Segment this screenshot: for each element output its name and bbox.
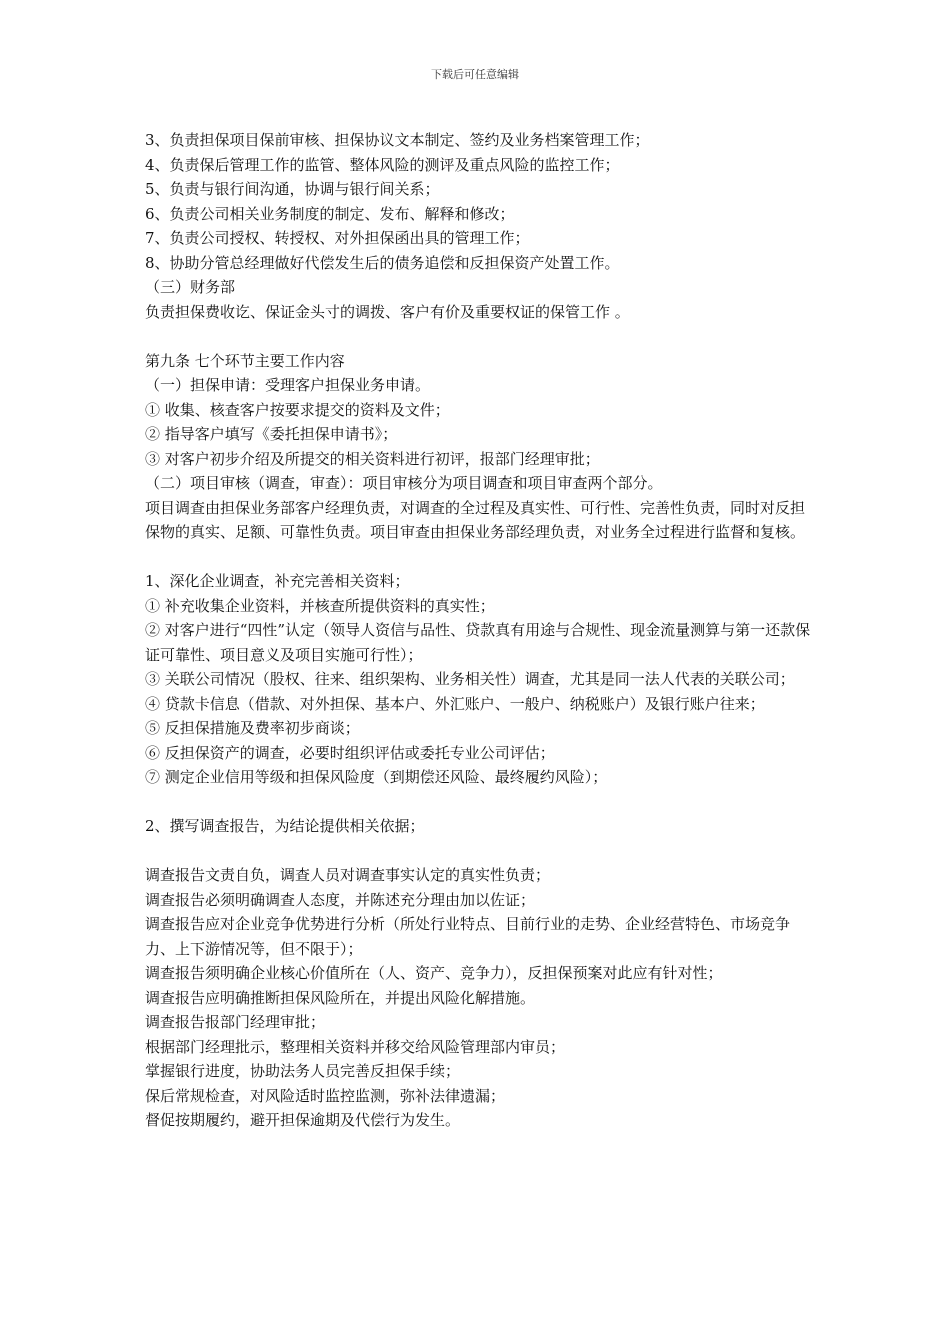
- duty-line: 8、协助分管总经理做好代偿发生后的债务追偿和反担保资产处置工作。: [145, 253, 620, 272]
- report-step-section: [145, 814, 817, 839]
- list-item: ② 指导客户填写《委托担保申请书》；: [145, 425, 398, 443]
- report-requirements-section: [145, 863, 817, 1133]
- paragraph-gap: [145, 790, 817, 815]
- requirement-line: 调查报告须明确企业核心价值所在（人、资产、竞争力），反担保预案对此应有针对性；: [145, 964, 723, 982]
- list-item: ① 补充收集企业资料，并核查所提供资料的真实性；: [145, 596, 495, 615]
- duties-section: [145, 128, 817, 324]
- step-heading: 1、深化企业调查，补充完善相关资料；: [145, 572, 410, 590]
- requirement-line: 保后常规检查，对风险适时监控监测，弥补法律遗漏；: [145, 1086, 506, 1105]
- article-title: 第九条 七个环节主要工作内容: [145, 351, 345, 370]
- paragraph-gap: [145, 839, 817, 864]
- step-heading: 2、撰写调查报告，为结论提供相关依据；: [145, 817, 425, 835]
- article-nine-section: [145, 349, 817, 545]
- investigation-section: [145, 569, 817, 790]
- requirement-line: 调查报告文责自负，调查人员对调查事实认定的真实性负责；: [145, 866, 551, 884]
- duty-line: 3、负责担保项目保前审核、担保协议文本制定、签约及业务档案管理工作；: [145, 131, 650, 149]
- list-item: ① 收集、核查客户按要求提交的资料及文件；: [145, 400, 450, 419]
- paragraph-gap: [145, 324, 817, 349]
- list-item: ④ 贷款卡信息（借款、对外担保、基本户、外汇账户、一般户、纳税账户）及银行账户往来；: [145, 694, 765, 713]
- list-item: ⑤ 反担保措施及费率初步商谈；: [145, 719, 360, 737]
- subsection-heading: （二）项目审核（调查，审查）：项目审核分为项目调查和项目审查两个部分。: [145, 474, 663, 492]
- requirement-line: 根据部门经理批示，整理相关资料并移交给风险管理部内审员；: [145, 1037, 566, 1056]
- requirement-line: 调查报告报部门经理审批；: [145, 1013, 326, 1031]
- duty-line: 4、负责保后管理工作的监管、整体风险的测评及重点风险的监控工作；: [145, 155, 620, 174]
- paragraph-gap: [145, 545, 817, 570]
- list-item: ③ 对客户初步介绍及所提交的相关资料进行初评，报部门经理审批；: [145, 449, 600, 468]
- finance-duty-line: 负责担保费收讫、保证金头寸的调拨、客户有价及重要权证的保管工作 。: [145, 302, 630, 321]
- paragraph: 项目调查由担保业务部客户经理负责，对调查的全过程及真实性、可行性、完善性负责，同时对反担保物的真实、足额、可靠性负责。项目审查由担保业务部经理负责，对业务全过程进行监督和复核。: [145, 498, 806, 541]
- duty-line: 7、负责公司授权、转授权、对外担保函出具的管理工作；: [145, 229, 530, 247]
- subsection-heading: （一）担保申请：受理客户担保业务申请。: [145, 376, 431, 394]
- duty-line: 6、负责公司相关业务制度的制定、发布、解释和修改；: [145, 204, 515, 223]
- document-body: [145, 128, 817, 1133]
- list-item: ⑥ 反担保资产的调查，必要时组织评估或委托专业公司评估；: [145, 743, 555, 762]
- requirement-line: 调查报告应明确推断担保风险所在，并提出风险化解措施。: [145, 988, 536, 1007]
- requirement-line: 调查报告必须明确调查人态度，并陈述充分理由加以佐证；: [145, 890, 536, 909]
- list-item: ③ 关联公司情况（股权、往来、组织架构、业务相关性）调查，尤其是同一法人代表的关联公司；: [145, 670, 795, 688]
- list-item: ② 对客户进行“四性”认定（领导人资信与品性、贷款真有用途与合规性、现金流量测算与第一还款保证可靠性、项目意义及项目实施可行性）；: [145, 621, 811, 664]
- duty-line: 5、负责与银行间沟通，协调与银行间关系；: [145, 180, 440, 198]
- requirement-line: 调查报告应对企业竞争优势进行分析（所处行业特点、目前行业的走势、企业经营特色、市场竞争力、上下游情况等，但不限于）；: [145, 915, 791, 958]
- section-heading-finance: （三）财务部: [145, 278, 236, 296]
- list-item: ⑦ 测定企业信用等级和担保风险度（到期偿还风险、最终履约风险）；: [145, 768, 608, 786]
- page-header: 下载后可任意编辑: [431, 68, 519, 81]
- requirement-line: 督促按期履约，避开担保逾期及代偿行为发生。: [145, 1111, 461, 1129]
- requirement-line: 掌握银行进度，协助法务人员完善反担保手续；: [145, 1062, 461, 1080]
